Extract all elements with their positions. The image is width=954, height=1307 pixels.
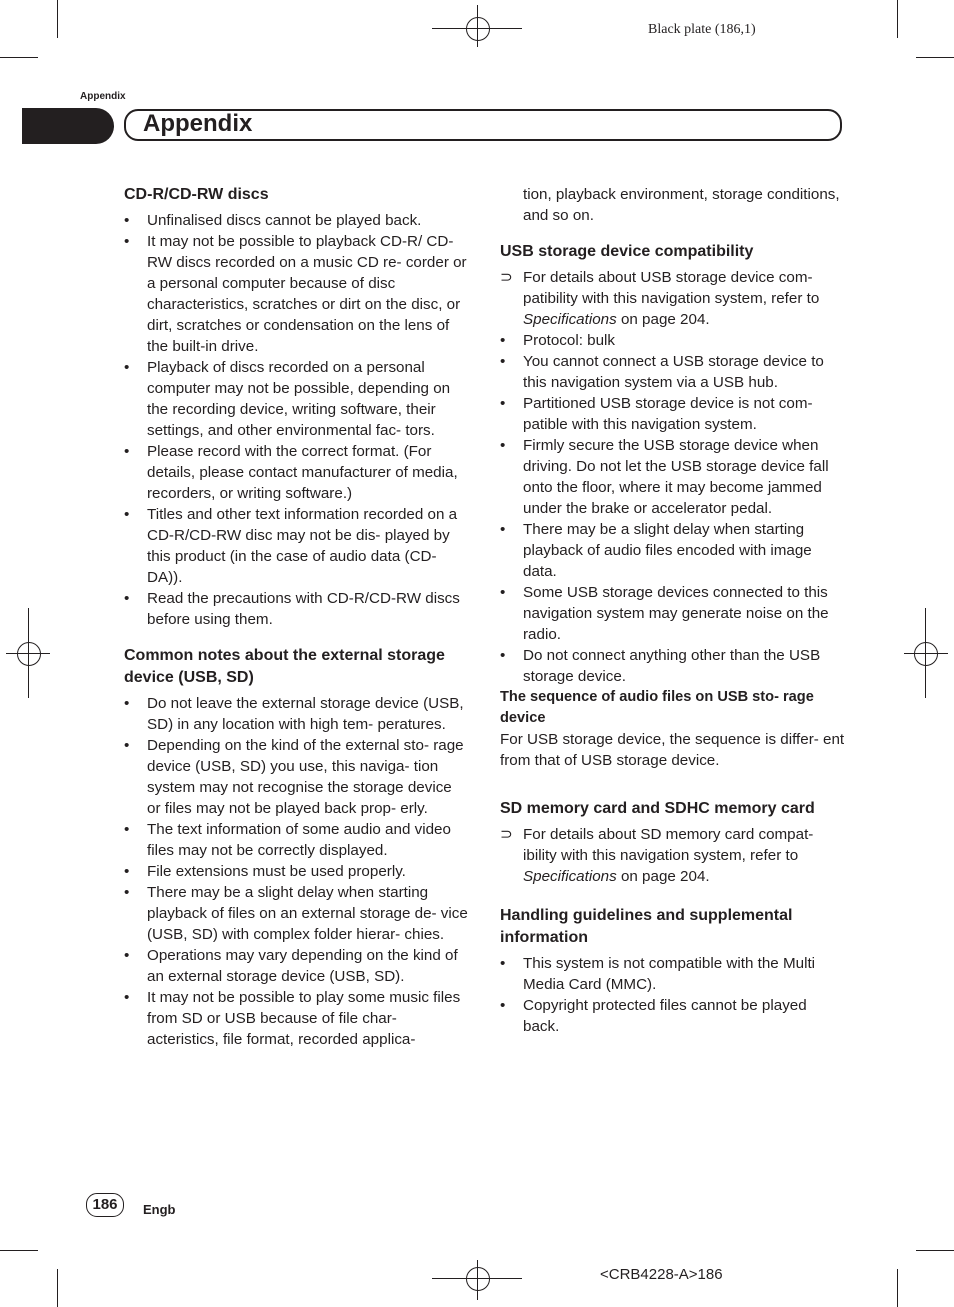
left-column bbox=[124, 184, 469, 1050]
bullet-icon: • bbox=[124, 737, 130, 754]
bullet-icon: • bbox=[124, 695, 130, 712]
crop-mark bbox=[57, 1269, 58, 1307]
bullet-icon: • bbox=[124, 821, 130, 838]
crop-mark bbox=[0, 57, 38, 58]
registration-mark-icon bbox=[17, 642, 41, 666]
list-item: • The text information of some audio and video files may not be correctly displayed. bbox=[124, 821, 451, 859]
list-item: • Unfinalised discs cannot be played back. bbox=[124, 212, 422, 229]
usb-list bbox=[500, 267, 845, 687]
section-heading-sd: SD memory card and SDHC memory card bbox=[500, 800, 815, 817]
registration-mark-icon bbox=[466, 17, 490, 41]
bullet-icon: • bbox=[124, 443, 130, 460]
bullet-icon: • bbox=[500, 647, 506, 664]
continued-text: tion, playback environment, storage conditions, and so on. bbox=[523, 186, 840, 224]
bullet-icon: • bbox=[500, 584, 506, 601]
arrow-reference-icon: ⊃ bbox=[500, 269, 513, 286]
list-item: • Do not connect anything other than the USB storage device. bbox=[500, 647, 821, 685]
crop-mark bbox=[916, 57, 954, 58]
bullet-icon: • bbox=[500, 395, 506, 412]
section-heading-usb: USB storage device compatibility bbox=[500, 243, 754, 260]
list-item: • Titles and other text information recorded on a CD-R/CD-RW disc may not be dis- played by this product (in the case of audio data (CD-DA)). bbox=[124, 506, 458, 586]
bullet-icon: • bbox=[500, 437, 506, 454]
sd-list bbox=[500, 824, 845, 887]
bullet-icon: • bbox=[124, 506, 130, 523]
crop-mark bbox=[0, 1250, 38, 1251]
list-item: • Partitioned USB storage device is not com- patible with this navigation system. bbox=[500, 395, 813, 433]
registration-mark-icon bbox=[466, 1267, 490, 1291]
list-item: • Do not leave the external storage device (USB, SD) in any location with high tem- peratures. bbox=[124, 695, 464, 733]
bullet-icon: • bbox=[124, 947, 130, 964]
section-tab bbox=[22, 108, 114, 144]
list-item: • Operations may vary depending on the kind of an external storage device (USB, SD). bbox=[124, 947, 458, 985]
list-item: • There may be a slight delay when starting playback of files on an external storage de- vice (USB, SD) with complex folder hierar- chies. bbox=[124, 884, 468, 943]
crop-mark bbox=[897, 1269, 898, 1307]
bullet-icon: • bbox=[500, 353, 506, 370]
registration-mark-icon bbox=[914, 642, 938, 666]
language-code: Engb bbox=[143, 1202, 176, 1217]
bullet-icon: • bbox=[124, 863, 130, 880]
bullet-icon: • bbox=[500, 997, 506, 1014]
list-item: • Firmly secure the USB storage device when driving. Do not let the USB storage device fall onto the floor, where it may become jammed under the brake or accelerator pedal. bbox=[500, 437, 829, 517]
reference-link[interactable]: Specifications bbox=[523, 868, 617, 885]
document-code: <CRB4228-A>186 bbox=[600, 1266, 723, 1283]
bullet-icon: • bbox=[124, 212, 130, 229]
bullet-icon: • bbox=[124, 359, 130, 376]
list-item: • Some USB storage devices connected to this navigation system may generate noise on the radio. bbox=[500, 584, 829, 643]
list-item: • Protocol: bulk bbox=[500, 332, 616, 349]
list-item: • Depending on the kind of the external sto- rage device (USB, SD) you use, this naviga- tion system may not recognise the storage device or files may not be played back prop- erly. bbox=[124, 737, 464, 817]
sequence-text: For USB storage device, the sequence is differ- ent from that of USB storage device. bbox=[500, 731, 845, 769]
running-head: Appendix bbox=[80, 91, 126, 102]
plate-label: Black plate (186,1) bbox=[648, 22, 756, 37]
list-item: • Playback of discs recorded on a personal computer may not be possible, depending on the recording device, writing software, their settings, and other environmental fac- tors. bbox=[124, 359, 451, 439]
reference-item: ⊃ For details about SD memory card compat- ibility with this navigation system, refer to Specifications on page 204. bbox=[500, 826, 814, 885]
page-number: 186 bbox=[86, 1193, 124, 1217]
reference-link[interactable]: Specifications bbox=[523, 311, 617, 328]
list-item: • Read the precautions with CD-R/CD-RW discs before using them. bbox=[124, 590, 460, 628]
list-item: • Copyright protected files cannot be played back. bbox=[500, 997, 807, 1035]
section-heading-external-storage: Common notes about the external storage device (USB, SD) bbox=[124, 647, 445, 686]
page-title: Appendix bbox=[143, 110, 253, 137]
bullet-icon: • bbox=[124, 989, 130, 1006]
subheading-sequence: The sequence of audio files on USB sto- rage device bbox=[500, 689, 814, 726]
list-item: • File extensions must be used properly. bbox=[124, 863, 406, 880]
external-storage-list bbox=[124, 693, 469, 1050]
bullet-icon: • bbox=[500, 332, 506, 349]
crop-mark bbox=[57, 0, 58, 38]
right-column bbox=[500, 184, 845, 1037]
list-item: • You cannot connect a USB storage device to this navigation system via a USB hub. bbox=[500, 353, 824, 391]
bullet-icon: • bbox=[124, 884, 130, 901]
reference-item: ⊃ For details about USB storage device com- patibility with this navigation system, refer to Specifications on page 204. bbox=[500, 269, 820, 328]
list-item: • This system is not compatible with the Multi Media Card (MMC). bbox=[500, 955, 816, 993]
list-item: • It may not be possible to play some music files from SD or USB because of file char- acteristics, file format, recorded applica- bbox=[124, 989, 461, 1048]
section-heading-cd: CD-R/CD-RW discs bbox=[124, 186, 269, 203]
cd-list bbox=[124, 210, 469, 630]
arrow-reference-icon: ⊃ bbox=[500, 826, 513, 843]
bullet-icon: • bbox=[124, 233, 130, 250]
bullet-icon: • bbox=[124, 590, 130, 607]
bullet-icon: • bbox=[500, 955, 506, 972]
list-item: • Please record with the correct format. (For details, please contact manufacturer of media, recorders, or writing software.) bbox=[124, 443, 458, 502]
handling-list bbox=[500, 953, 845, 1037]
section-heading-handling: Handling guidelines and supplemental information bbox=[500, 907, 793, 946]
crop-mark bbox=[916, 1250, 954, 1251]
list-item: • It may not be possible to playback CD-R/ CD-RW discs recorded on a music CD re- corder or a personal computer because of disc characteristics, scratches or dirt on the disc, or dirt, scratches or condensation on the lens of the built-in drive. bbox=[124, 233, 467, 355]
bullet-icon: • bbox=[500, 521, 506, 538]
list-item: • There may be a slight delay when starting playback of audio files encoded with image data. bbox=[500, 521, 812, 580]
crop-mark bbox=[897, 0, 898, 38]
